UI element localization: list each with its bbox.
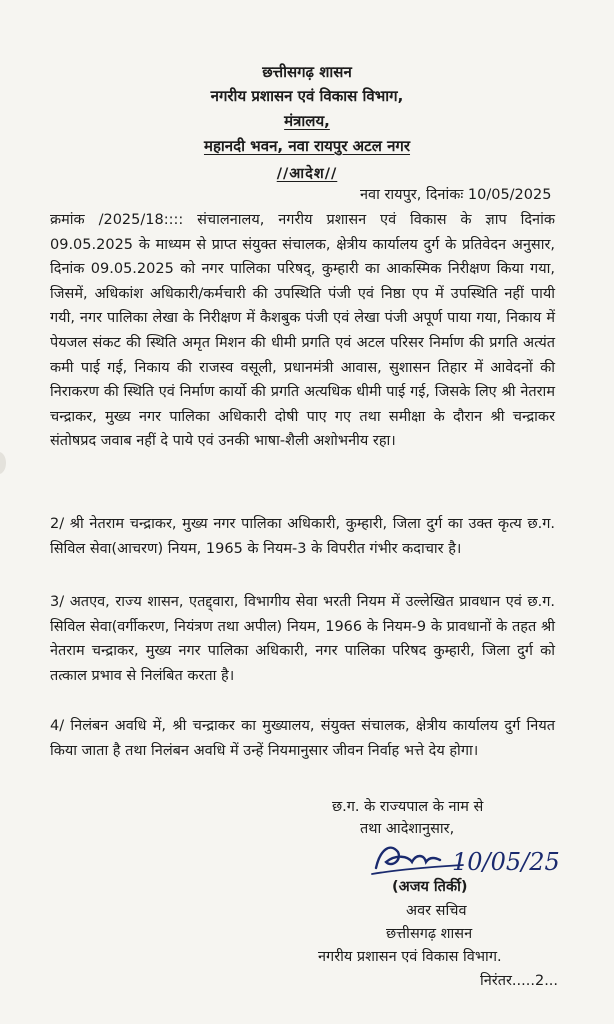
signatory-designation: अवर सचिव	[406, 903, 467, 919]
signatory-org-2: नगरीय प्रशासन एवं विकास विभाग.	[318, 949, 502, 965]
header-ministry-wrap	[0, 111, 614, 131]
paragraph-1: क्रमांक /2025/18:::: संचालनालय, नगरीय प्रशासन एवं विकास के ज्ञाप दिनांक 09.05.2025 के माध्यम से प्राप्त संयुक्त संचालक, क्षेत्रीय कार्यालय दुर्ग के प्रतिवेदन अनुसार, दिनांक 09.05.2025 को नगर पालिका परिषद्, कुम्हारी का आकस्मिक निरीक्षण किया गया, जिसमें, अधिकांश अधिकारी/कर्मचारी की उपस्थिति पंजी एवं निष्ठा एप में उपस्थिति नहीं पायी गयी, नगर पालिका लेखा के निरीक्षण में कैशबुक पंजी एवं लेखा पंजी अपूर्ण पाया गया, निकाय में पेयजल संकट की स्थिति अमृत मिशन की धीमी प्रगति एवं अटल परिसर निर्माण की प्रगति अत्यंत कमी पाई गई, निकाय की राजस्व वसूली, प्रधानमंत्री आवास, सुशासन तिहार में आवेदनों की निराकरण की स्थिति एवं निर्माण कार्यो की प्रगति अत्यधिक धीमी पाई गई, जिसके लिए श्री नेतराम चन्द्राकर, मुख्य नगर पालिका अधिकारी दोषी पाए गए तथा समीक्षा के दौरान श्री चन्द्राकर संतोषप्रद जवाब नहीं दे पाये एवं उनकी भाषा-शैली अशोभनीय रहा।	[50, 212, 555, 450]
closing-line-1: छ.ग. के राज्यपाल के नाम से	[332, 799, 484, 815]
order-title-wrap	[0, 164, 614, 184]
header-address: महानदी भवन, नवा रायपुर अटल नगर	[203, 137, 411, 155]
closing-line-2: तथा आदेशानुसार,	[360, 821, 455, 837]
signatory-org-1: छत्तीसगढ़ शासन	[386, 926, 473, 942]
continued-marker: निरंतर.....2...	[480, 973, 559, 989]
place-date: नवा रायपुर, दिनांकः 10/05/2025	[360, 187, 552, 203]
header-government: छत्तीसगढ़ शासन	[262, 63, 352, 81]
paragraph-2: 2/ श्री नेतराम चन्द्राकर, मुख्य नगर पालिका अधिकारी, कुम्हारी, जिला दुर्ग का उक्त कृत्य छ.ग. सिविल सेवा(आचरण) नियम, 1965 के नियम-3 के विपरीत गंभीर कदाचार है।	[50, 516, 555, 557]
order-title: //आदेश//	[276, 166, 338, 182]
paragraph-3: 3/ अतएव, राज्य शासन, एतद्द्वारा, विभागीय सेवा भरती नियम में उल्लेखित प्रावधान एवं छ.ग. सिविल सेवा(वर्गीकरण, नियंत्रण तथा अपील) नियम, 1966 के नियम-9 के प्रावधानों के तहत श्री नेतराम चन्द्राकर, मुख्य नगर पालिका अधिकारी, नगर पालिका परिषद कुम्हारी, जिला दुर्ग को तत्काल प्रभाव से निलंबित करता है।	[50, 594, 555, 684]
header-department: नगरीय प्रशासन एवं विकास विभाग,	[210, 87, 404, 105]
punch-hole	[0, 452, 6, 474]
header-address-wrap	[0, 136, 614, 156]
handwritten-signature	[368, 832, 583, 882]
signature-date: 10/05/25	[452, 848, 560, 876]
header-ministry: मंत्रालय,	[284, 112, 330, 130]
signatory-name: (अजय तिर्की)	[392, 879, 468, 895]
paragraph-4: 4/ निलंबन अवधि में, श्री चन्द्राकर का मुख्यालय, संयुक्त संचालक, क्षेत्रीय कार्यालय दुर्ग नियत किया जाता है तथा निलंबन अवधि में उन्हें नियमानुसार जीवन निर्वाह भत्ते देय होगा।	[50, 718, 555, 759]
